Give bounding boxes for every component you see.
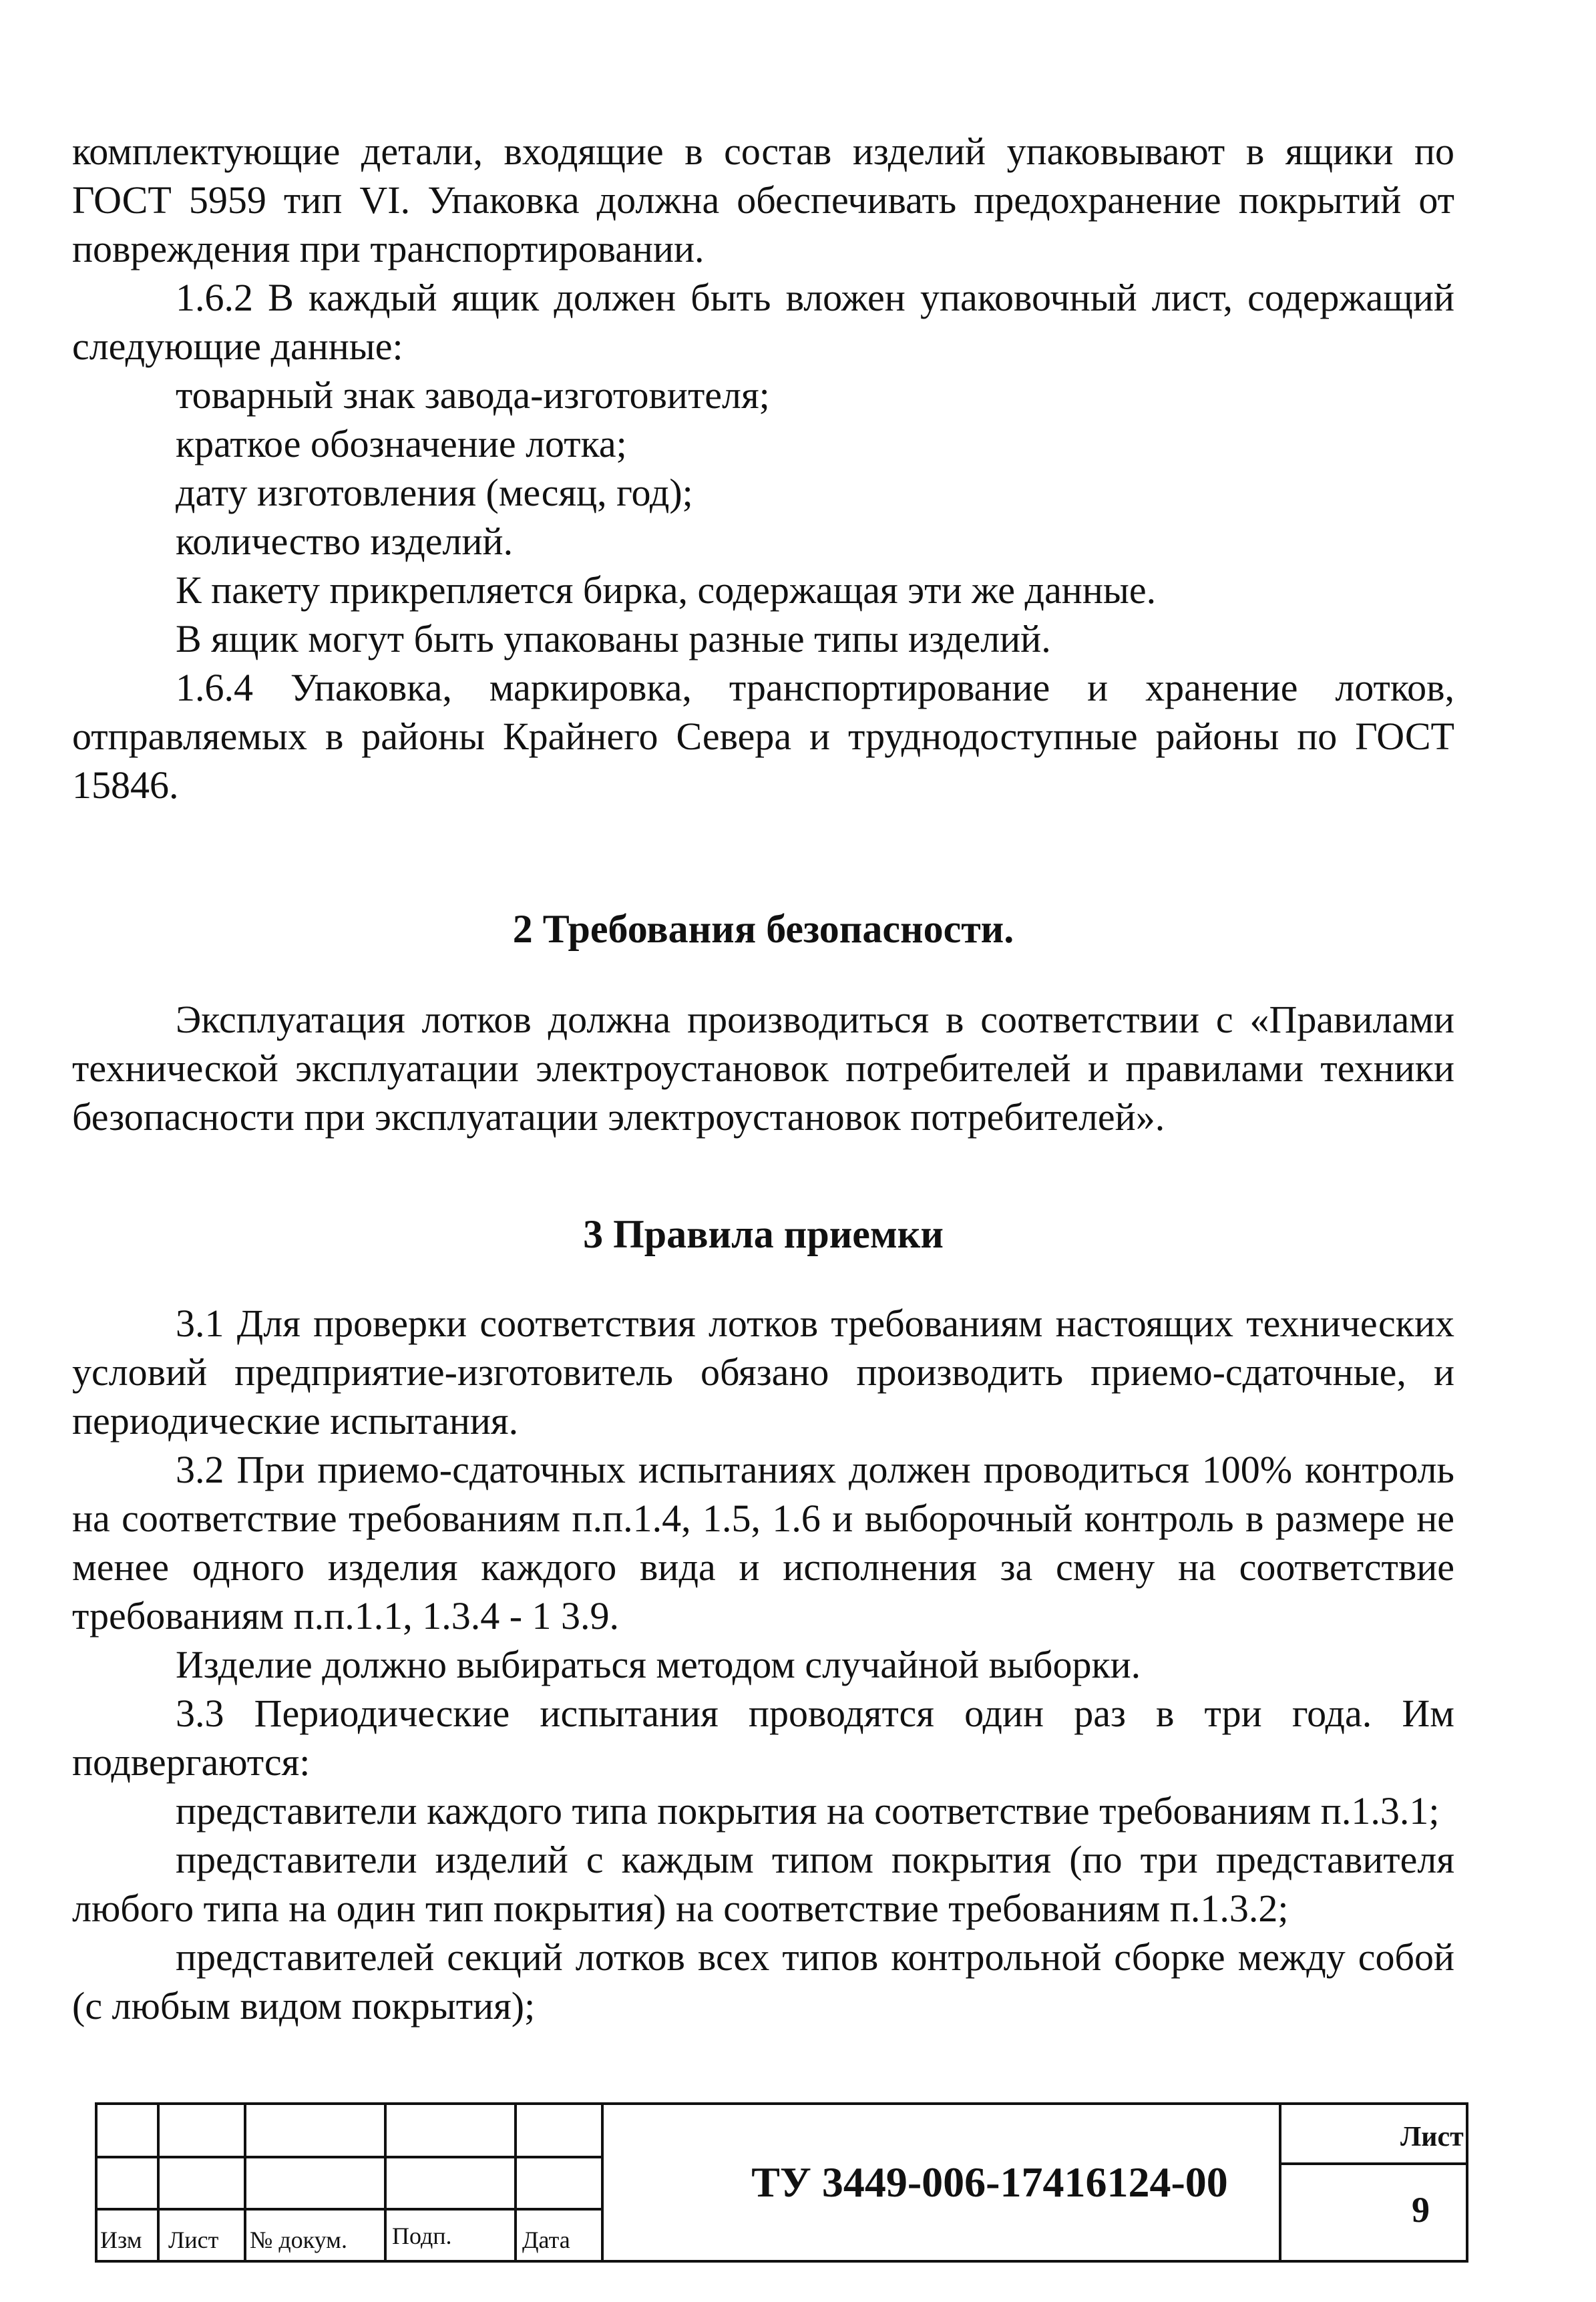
paragraph-3-3: 3.3 Периодические испытания проводятся один раз в три года. Им подвергаются:	[72, 1692, 1454, 1784]
document-code: ТУ 3449-006-17416124-00	[751, 2158, 1228, 2206]
box-paragraph: В ящик могут быть упакованы разные типы изделий.	[176, 617, 1051, 660]
sheet-label: Лист	[1400, 2122, 1464, 2152]
section-2-body	[72, 995, 1454, 1141]
section-1-packaging	[72, 127, 1454, 809]
list-item: дату изготовления (месяц, год);	[176, 471, 693, 514]
stamp-col-list: Лист	[168, 2227, 219, 2253]
title-block-stamp	[95, 2102, 1468, 2263]
paragraph-1-6-2: 1.6.2 В каждый ящик должен быть вложен упаковочный лист, содержащий следующие данные:	[72, 276, 1454, 368]
safety-paragraph: Эксплуатация лотков должна производиться в соответствии с «Правилами технической эксплуатации электроустановок потребителей и правилами техники безопасности при эксплуатации электроустановок потребителей».	[72, 998, 1454, 1139]
stamp-col-izm: Изм	[100, 2227, 142, 2253]
representatives-paragraph: представителей секций лотков всех типов контрольной сборке между собой (с любым видом покрытия);	[72, 1935, 1454, 2028]
paragraph-1-6-4: 1.6.4 Упаковка, маркировка, транспортирование и хранение лотков, отправляемых в районы Крайнего Севера и труднодоступные районы по ГОСТ 15846.	[72, 666, 1454, 807]
list-item: количество изделий.	[176, 520, 514, 563]
paragraph-3-2: 3.2 При приемо-сдаточных испытаниях должен проводиться 100% контроль на соответствие требованиям п.п.1.4, 1.5, 1.6 и выборочный контроль в размере не менее одного изделия каждого вида и исполнения за смену на соответствие требованиям п.п.1.1, 1.3.4 - 1 3.9.	[72, 1448, 1454, 1638]
stamp-col-podp: Подп.	[392, 2223, 452, 2249]
sheet-number: 9	[1412, 2190, 1430, 2230]
packaging-paragraph: комплектующие детали, входящие в состав изделий упаковывают в ящики по ГОСТ 5959 тип VI. Упаковка должна обеспечивать предохранение покрытий от повреждения при транспортировании.	[72, 130, 1454, 270]
representatives-paragraph: представители каждого типа покрытия на соответствие требованиям п.1.3.1;	[176, 1789, 1440, 1833]
list-item: краткое обозначение лотка;	[176, 422, 627, 465]
list-item: товарный знак завода-изготовителя;	[176, 373, 770, 417]
representatives-paragraph: представители изделий с каждым типом покрытия (по три представителя любого типа на один тип покрытия) на соответствие требованиям п.1.3.2;	[72, 1838, 1454, 1930]
stamp-col-data: Дата	[522, 2227, 570, 2253]
tag-paragraph: К пакету прикрепляется бирка, содержащая эти же данные.	[176, 568, 1157, 612]
section-3-body	[72, 1299, 1454, 2030]
paragraph-3-1: 3.1 Для проверки соответствия лотков требованиям настоящих технических условий предприятие-изготовитель обязано производить приемо-сдаточные, и периодические испытания.	[72, 1302, 1454, 1443]
random-sample-paragraph: Изделие должно выбираться методом случайной выборки.	[176, 1643, 1141, 1686]
stamp-col-dokum: № докум.	[250, 2227, 347, 2253]
section-2-title: 2 Требования безопасности.	[512, 907, 1014, 951]
section-3-title: 3 Правила приемки	[583, 1212, 944, 1256]
